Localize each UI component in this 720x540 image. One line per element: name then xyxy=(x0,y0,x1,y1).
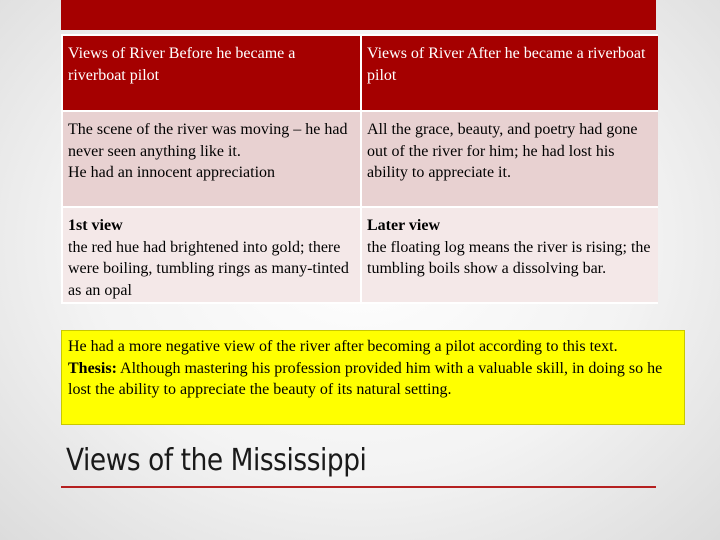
row1-after: All the grace, beauty, and poetry had gone out of the river for him; he had lost his ability to appreciate it. xyxy=(362,112,658,206)
thesis-highlight-box xyxy=(61,330,685,425)
first-view-label: 1st view xyxy=(68,217,123,234)
views-comparison-table xyxy=(61,34,658,304)
thesis-label: Thesis: xyxy=(68,359,117,377)
header-after: Views of River After he became a riverboat pilot xyxy=(362,36,658,110)
slide-title: Views of the Mississippi xyxy=(66,443,367,478)
thesis-text: Although mastering his profession provided him with a valuable skill, in doing so he lost the ability to appreciate the beauty of its natural setting. xyxy=(68,359,663,398)
later-view-label: Later view xyxy=(367,217,441,234)
top-accent-bar xyxy=(61,0,656,30)
row1-before: The scene of the river was moving – he had never seen anything like it. He had an innocent appreciation xyxy=(63,112,360,206)
thesis-line xyxy=(68,358,678,401)
row2-after xyxy=(362,208,658,302)
title-underline xyxy=(61,486,656,488)
later-view-text: the floating log means the river is rising; the tumbling boils show a dissolving bar. xyxy=(367,238,651,277)
header-before: Views of River Before he became a riverboat pilot xyxy=(63,36,360,110)
first-view-text: the red hue had brightened into gold; there were boiling, tumbling rings as many-tinted as an opal xyxy=(68,238,349,299)
row2-before xyxy=(63,208,360,302)
summary-line: He had a more negative view of the river after becoming a pilot according to this text. xyxy=(68,338,618,355)
